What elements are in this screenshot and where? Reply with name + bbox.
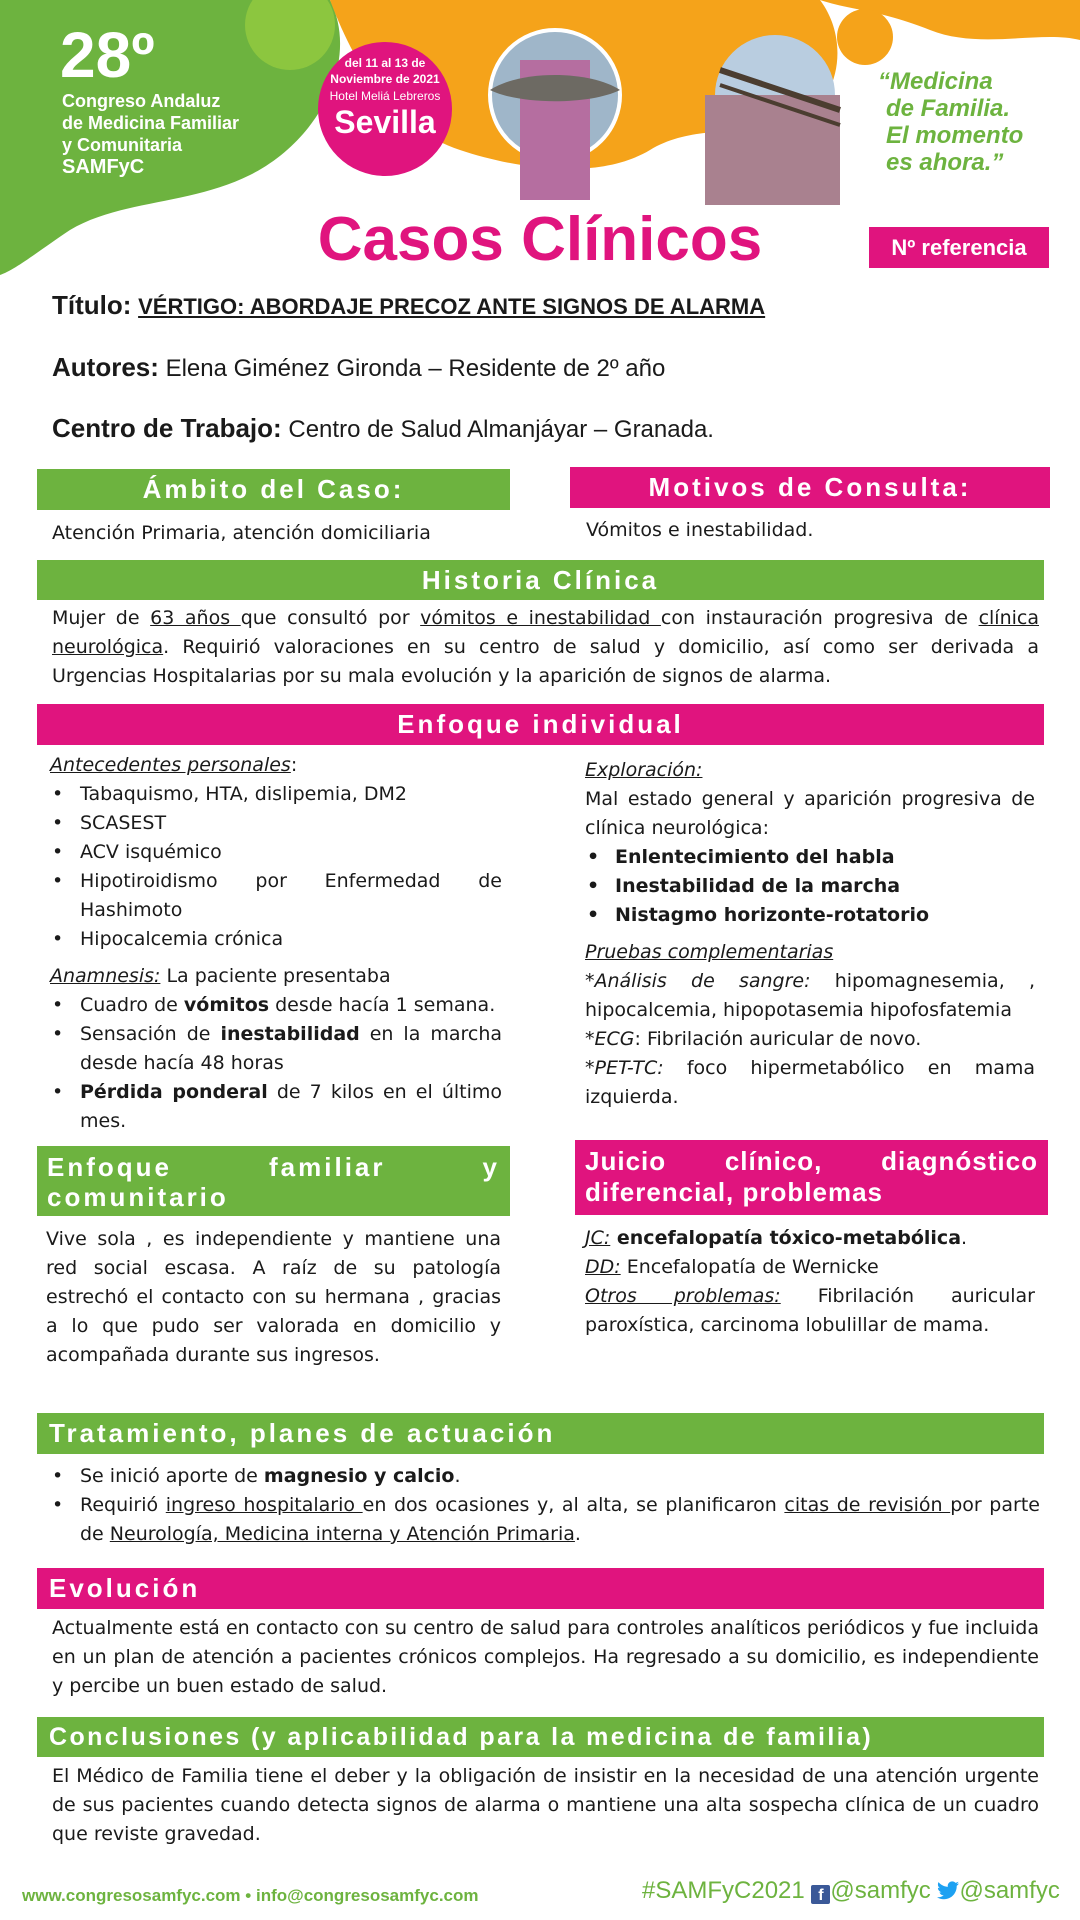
case-title-value: VÉRTIGO: ABORDAJE PRECOZ ANTE SIGNOS DE ALARMA [138,294,766,319]
anamnesis-intro: La paciente presentaba [160,965,391,987]
facebook-icon[interactable]: f [811,1885,830,1904]
t1-b: magnesio y calcio [263,1465,455,1487]
pruebas-label: Pruebas complementarias [585,941,834,963]
motivos-text: Vómitos e inestabilidad. [586,519,814,541]
footer-email-link[interactable]: info@congresosamfyc.com [255,1886,479,1905]
enfoque-familiar-text: Vive sola , es independiente y mantiene una red social escasa. A raíz de su patología estrechó el contacto con su hermana , gracias a lo que pudo ser valorada en domicilio y acompañada durante sus ingresos. [46,1228,501,1366]
slogan [878,68,1023,176]
analisis-text: hipomagnesemia, , hipocalcemia, hipopotasemia hipofosfatemia [585,970,1035,1021]
congress-name [62,90,239,178]
enfoque-familiar-heading [37,1146,510,1216]
footer-separator: • [245,1886,252,1905]
event-hotel: Hotel Meliá Lebreros [329,89,441,103]
ambito-text: Atención Primaria, atención domiciliaria [52,522,431,544]
event-badge [318,42,452,176]
case-authors-label: Autores: [52,352,159,382]
exploracion-list [585,843,1035,930]
t1-a: Se inició aporte de [80,1465,264,1487]
dd-value: Encefalopatía de Wernicke [620,1256,879,1278]
list-item [50,991,502,1020]
footer-hashtag: #SAMFyC2021 [642,1877,805,1904]
t1-c: . [454,1465,461,1487]
pruebas-pet [585,1054,1035,1112]
juicio-heading [575,1140,1048,1215]
historia-p2: que consultó por [240,607,421,629]
historia-symptoms: vómitos e inestabilidad [420,607,661,629]
jc-label: JC: [585,1227,611,1249]
case-workplace-label: Centro de Trabajo: [52,413,282,443]
t2-b: en dos ocasiones y, al alta, se planificaron [362,1494,785,1516]
analisis-label: *Análisis de sangre: [585,970,811,992]
case-workplace [52,413,714,444]
juicio-jc [585,1224,1035,1253]
anamnesis-list [50,991,502,1136]
list-item [50,1462,1040,1491]
list-item: • Inestabilidad de la marcha [585,872,1035,901]
slogan-line: El momento [886,122,1024,149]
enfoque-individual-heading: Enfoque individual [37,704,1044,745]
antecedentes-list [50,780,502,954]
jc-value: encefalopatía tóxico-metabólica [610,1227,962,1249]
twitter-icon[interactable] [937,1879,959,1907]
anamnesis-1b: vómitos [183,994,270,1016]
slogan-line: de Familia. [886,95,1011,122]
footer-facebook-handle[interactable]: @samfyc [830,1877,931,1904]
motivos-heading: Motivos de Consulta: [570,467,1050,508]
t2-c: por parte de [80,1494,1040,1545]
juicio-otros [585,1282,1035,1340]
pet-text: foco hipermetabólico en mama izquierda. [585,1057,1035,1108]
slogan-line: es ahora.” [886,149,1004,176]
pruebas-analisis [585,967,1035,1025]
tratamiento-block [50,1462,1040,1549]
t2-a: Requirió [80,1494,166,1516]
conclusiones-heading: Conclusiones (y aplicabilidad para la medicina de familia) [37,1717,1044,1757]
list-item: • Hipocalcemia crónica [50,925,502,954]
antecedentes-heading [50,751,502,780]
list-item: • Enlentecimiento del habla [585,843,1035,872]
antecedentes-label: Antecedentes personales [50,754,291,776]
evolucion-heading: Evolución [37,1568,1044,1609]
event-dates-line1: del 11 al 13 de [344,56,426,70]
dd-label: DD: [585,1256,621,1278]
footer-twitter-handle[interactable]: @samfyc [959,1877,1060,1904]
ecg-label: *ECG [585,1028,635,1050]
historia-p3: con instauración progresiva de [660,607,979,629]
juicio-block [585,1224,1035,1340]
ecg-text: : Fibrilación auricular de novo. [634,1028,922,1050]
tratamiento-list [50,1462,1040,1549]
list-item: • Tabaquismo, HTA, dislipemia, DM2 [50,780,502,809]
footer-web-link[interactable]: www.congresosamfyc.com [22,1886,241,1905]
anamnesis-3c: de 7 kilos en el último mes. [80,1081,503,1132]
t2-u3: Neurología, Medicina interna y Atención Primaria [109,1523,575,1545]
congress-line: y Comunitaria [62,135,183,155]
historia-p4: . Requirió valoraciones en su centro de salud y domicilio, así como ser derivada a Urgencias Hospitalarias por su mala evolución y la aparición de signos de alarma. [52,636,1039,687]
jc-end: . [961,1227,968,1249]
footer-social [642,1877,1060,1907]
enfoque-familiar-heading-text: Enfoque familiar y comunitario [47,1152,500,1212]
exploracion-block [585,756,1035,1112]
anamnesis-1c: desde hacía 1 semana. [269,994,496,1016]
anamnesis-2a: Sensación de [80,1023,221,1045]
page-title: Casos Clínicos [317,205,763,274]
antecedentes-colon: : [290,754,298,776]
evolucion-text: Actualmente está en contacto con su centro de salud para controles analíticos periódicos y fue incluida en un plan de atención a pacientes crónicos complejos. Ha regresado a su domicilio, es independiente y percibe un buen estado de salud. [52,1617,1039,1697]
exploracion-text: Mal estado general y aparición progresiva de clínica neurológica: [585,788,1035,839]
pruebas-ecg [585,1025,1035,1054]
event-dates-line2: Noviembre de 2021 [330,72,440,86]
case-authors-value: Elena Giménez Gironda – Residente de 2º año [165,355,666,382]
historia-neuro: clínica neurológica [52,607,1039,658]
t2-d: . [574,1523,581,1545]
list-item [50,1491,1040,1549]
anamnesis-1a: Cuadro de [80,994,184,1016]
reference-badge: Nº referencia [869,227,1049,268]
antecedentes-block [50,751,502,1136]
t2-u1: ingreso hospitalario [165,1494,363,1516]
historia-p1: Mujer de [52,607,151,629]
anamnesis-label: Anamnesis: [50,965,161,987]
list-item [50,1020,502,1078]
case-title [52,290,765,321]
juicio-dd [585,1253,1035,1282]
ambito-heading: Ámbito del Caso: [37,469,510,510]
footer-contact [22,1886,479,1906]
list-item: • Hipotiroidismo por Enfermedad de Hashimoto [50,867,502,925]
list-item [50,1078,502,1136]
event-city: Sevilla [334,104,436,140]
otros-value: Fibrilación auricular paroxística, carcinoma lobulillar de mama. [585,1285,1035,1336]
congress-line: de Medicina Familiar [62,113,240,133]
juicio-heading-text: Juicio clínico, diagnóstico diferencial, problemas [585,1146,1038,1207]
anamnesis-heading [50,962,502,991]
tratamiento-heading: Tratamiento, planes de actuación [37,1413,1044,1454]
congress-line: Congreso Andaluz [62,91,221,111]
anamnesis-2b: inestabilidad [220,1023,360,1045]
anamnesis-2c: en la marcha desde hacía 48 horas [80,1023,503,1074]
historia-age: 63 años [150,607,241,629]
anamnesis-3b: Pérdida ponderal [80,1081,268,1103]
congress-number: 28º [60,19,155,91]
otros-label: Otros problemas: [585,1285,781,1307]
list-item: • ACV isquémico [50,838,502,867]
case-authors [52,352,665,383]
list-item: • SCASEST [50,809,502,838]
case-workplace-value: Centro de Salud Almanjáyar – Granada. [288,416,714,443]
list-item: • Nistagmo horizonte-rotatorio [585,901,1035,930]
historia-text [52,604,1039,691]
congress-line: SAMFyC [62,156,145,178]
historia-heading: Historia Clínica [37,560,1044,600]
case-title-label: Título: [52,290,132,320]
conclusiones-text: El Médico de Familia tiene el deber y la obligación de insistir en la necesidad de una atención urgente de sus pacientes cuando detecta signos de alarma o mantiene una alta sospecha clínica de un cuadro que reviste gravedad. [52,1765,1039,1845]
t2-u2: citas de revisión [784,1494,951,1516]
pet-label: *PET-TC: [585,1057,664,1079]
exploracion-label: Exploración: [585,759,703,781]
slogan-line: “Medicina [878,68,993,95]
